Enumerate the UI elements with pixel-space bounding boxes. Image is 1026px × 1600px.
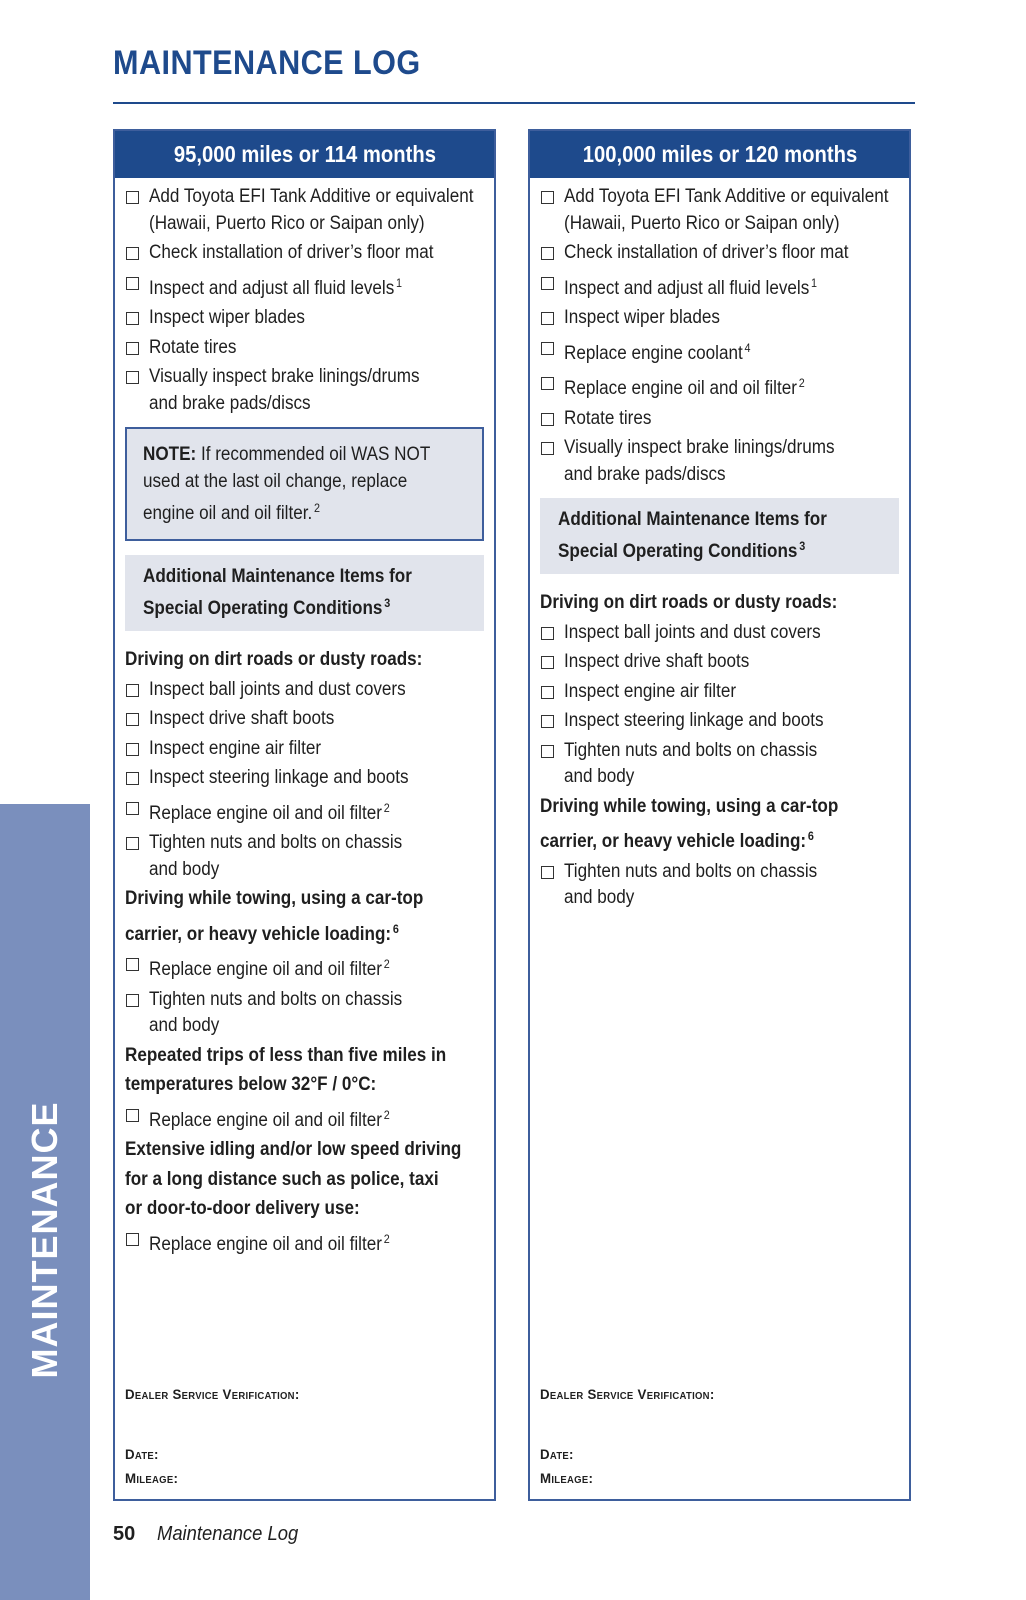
item-line bbox=[149, 364, 450, 391]
mileage-label: Mileage: bbox=[540, 1470, 594, 1486]
item-label: and body bbox=[149, 1015, 220, 1036]
condition-heading-text: carrier, or heavy vehicle loading: bbox=[540, 831, 807, 852]
item-line bbox=[149, 1013, 430, 1040]
item-line bbox=[149, 391, 450, 418]
item-label: Check installation of driver’s floor mat bbox=[564, 242, 849, 263]
item-label: Tighten nuts and bolts on chassis bbox=[564, 739, 818, 761]
item-label: Tighten nuts and bolts on chassis bbox=[564, 860, 818, 882]
item-text bbox=[564, 859, 845, 912]
item-text bbox=[564, 738, 845, 791]
checklist-item[interactable] bbox=[125, 987, 484, 1040]
checklist bbox=[540, 184, 899, 488]
checkbox[interactable] bbox=[541, 627, 554, 640]
checkbox[interactable] bbox=[126, 713, 139, 726]
footnote-ref: 2 bbox=[383, 1107, 390, 1122]
checkbox[interactable] bbox=[541, 312, 554, 325]
column-heading: 95,000 miles or 114 months bbox=[115, 131, 494, 178]
item-label: and body bbox=[564, 887, 635, 908]
checklist-item[interactable] bbox=[125, 1102, 484, 1135]
footnote-ref: 2 bbox=[383, 957, 390, 971]
item-label: Add Toyota EFI Tank Additive or equivalent bbox=[149, 186, 474, 207]
item-line bbox=[149, 987, 430, 1014]
footnote-ref: 2 bbox=[798, 376, 805, 390]
item-label: Inspect and adjust all fluid levels $^1$ bbox=[564, 275, 818, 299]
item-label: Inspect drive shaft boots bbox=[564, 651, 750, 672]
checklist-item[interactable] bbox=[540, 738, 899, 791]
condition-heading-text: carrier, or heavy vehicle loading: bbox=[125, 923, 392, 945]
item-text bbox=[149, 951, 416, 984]
checkbox[interactable] bbox=[541, 413, 554, 426]
footnote-ref: 2 bbox=[383, 800, 390, 815]
item-label: and brake pads/discs bbox=[149, 392, 311, 414]
item-line bbox=[149, 1226, 416, 1259]
additional-items-title-line-1: Additional Maintenance Items for bbox=[143, 566, 412, 587]
special-conditions bbox=[540, 590, 899, 912]
item-text bbox=[149, 677, 434, 704]
checkbox[interactable] bbox=[126, 277, 139, 290]
column-heading: 100,000 miles or 120 months bbox=[530, 131, 909, 178]
item-line bbox=[564, 708, 852, 735]
checklist-item[interactable] bbox=[125, 951, 484, 984]
condition-heading bbox=[540, 823, 863, 856]
item-label: Tighten nuts and bolts on chassis bbox=[149, 832, 403, 853]
item-text bbox=[149, 335, 246, 362]
item-line bbox=[149, 335, 246, 362]
item-label: Tighten nuts and bolts on chassis bbox=[149, 988, 403, 1010]
schedule-column-100000 bbox=[528, 129, 911, 1501]
item-label: Replace engine coolant $^4$ bbox=[564, 340, 751, 364]
item-text bbox=[149, 305, 322, 332]
item-label: Rotate tires bbox=[564, 407, 652, 429]
checklist-item[interactable] bbox=[125, 677, 484, 704]
date-label: Date: bbox=[125, 1446, 159, 1462]
item-line bbox=[149, 857, 430, 884]
checklist bbox=[125, 184, 484, 417]
side-tab-label: MAINTENANCE bbox=[24, 1101, 65, 1379]
checkbox[interactable] bbox=[126, 1109, 139, 1122]
item-line bbox=[564, 462, 865, 489]
checklist-item[interactable] bbox=[540, 406, 899, 433]
condition-heading bbox=[125, 647, 448, 674]
item-label: and body bbox=[149, 858, 220, 880]
checklist-item[interactable] bbox=[125, 184, 484, 237]
checkbox[interactable] bbox=[126, 191, 139, 204]
item-label: Replace engine oil and oil filter $^2$ bbox=[149, 957, 390, 980]
condition-heading bbox=[125, 916, 448, 949]
checklist-item[interactable] bbox=[125, 270, 484, 303]
column-body bbox=[115, 178, 494, 1258]
item-text bbox=[564, 305, 737, 332]
item-line bbox=[564, 620, 849, 647]
item-line bbox=[564, 859, 845, 886]
condition-heading bbox=[540, 590, 863, 617]
checkbox[interactable] bbox=[541, 715, 554, 728]
item-label: (Hawaii, Puerto Rico or Saipan only) bbox=[149, 212, 425, 234]
additional-items-box bbox=[540, 498, 899, 574]
item-label: Check installation of driver’s floor mat bbox=[149, 242, 434, 263]
note-text-line-2: used at the last oil change, replace bbox=[143, 471, 408, 492]
condition-heading-text: temperatures below 32°F / 0°C: bbox=[125, 1074, 377, 1095]
item-line bbox=[564, 435, 865, 462]
footnote-ref: 1 bbox=[396, 275, 403, 290]
item-line bbox=[564, 885, 845, 912]
checkbox[interactable] bbox=[126, 342, 139, 355]
item-text bbox=[149, 364, 450, 417]
item-line bbox=[564, 335, 771, 368]
item-line bbox=[564, 406, 661, 433]
item-label: Rotate tires bbox=[149, 336, 237, 358]
item-text bbox=[564, 435, 865, 488]
item-text bbox=[564, 406, 661, 433]
condition-heading bbox=[125, 1072, 448, 1099]
checkbox[interactable] bbox=[126, 684, 139, 697]
condition-heading bbox=[125, 886, 448, 913]
dealer-verification-label: Dealer Service Verification: bbox=[540, 1386, 715, 1402]
checklist-item[interactable] bbox=[125, 305, 484, 332]
item-line bbox=[564, 184, 925, 211]
item-line bbox=[149, 765, 437, 792]
checkbox[interactable] bbox=[126, 743, 139, 756]
checklist-item[interactable] bbox=[125, 335, 484, 362]
item-text bbox=[149, 184, 510, 237]
checkbox[interactable] bbox=[541, 686, 554, 699]
additional-items-box bbox=[125, 555, 484, 631]
item-label: Visually inspect brake linings/drums bbox=[149, 366, 420, 387]
item-line bbox=[149, 677, 434, 704]
checkbox[interactable] bbox=[541, 277, 554, 290]
item-line bbox=[149, 795, 416, 828]
checkbox[interactable] bbox=[541, 342, 554, 355]
item-label: Replace engine oil and oil filter $^2$ bbox=[149, 1107, 390, 1131]
special-conditions bbox=[125, 647, 484, 1258]
checkbox[interactable] bbox=[126, 312, 139, 325]
condition-heading bbox=[540, 794, 863, 821]
checklist-item[interactable] bbox=[540, 370, 899, 403]
item-line bbox=[564, 305, 737, 332]
checklist-item[interactable] bbox=[540, 335, 899, 368]
item-text bbox=[149, 736, 340, 763]
condition-heading-text: for a long distance such as police, taxi bbox=[125, 1168, 439, 1190]
checkbox[interactable] bbox=[126, 772, 139, 785]
checkbox[interactable] bbox=[126, 247, 139, 260]
footnote-ref: 6 bbox=[807, 829, 814, 843]
condition-heading-text: Driving on dirt roads or dusty roads: bbox=[540, 592, 838, 613]
checkbox[interactable] bbox=[126, 1233, 139, 1246]
footer-title: Maintenance Log bbox=[157, 1523, 299, 1545]
item-line bbox=[149, 240, 465, 267]
item-label: Inspect steering linkage and boots bbox=[564, 710, 824, 731]
condition-heading-text: Driving while towing, using a car-top bbox=[540, 795, 839, 817]
item-label: Replace engine oil and oil filter $^2$ bbox=[149, 800, 390, 824]
footnote-ref: 6 bbox=[392, 921, 399, 936]
item-label: Inspect wiper blades bbox=[149, 307, 305, 328]
page-number: 50 bbox=[113, 1523, 136, 1545]
checkbox[interactable] bbox=[126, 994, 139, 1007]
note-text-line-1: If recommended oil WAS NOT bbox=[196, 444, 431, 465]
checkbox[interactable] bbox=[126, 958, 139, 971]
item-line bbox=[149, 736, 340, 763]
mileage-label: Mileage: bbox=[125, 1470, 179, 1486]
checklist-item[interactable] bbox=[125, 240, 484, 267]
checkbox[interactable] bbox=[541, 442, 554, 455]
condition-heading-text: Driving on dirt roads or dusty roads: bbox=[125, 649, 423, 670]
item-label: Add Toyota EFI Tank Additive or equivalent bbox=[564, 186, 889, 207]
checklist-item[interactable] bbox=[125, 706, 484, 733]
title-divider bbox=[113, 102, 915, 104]
checklist-item[interactable] bbox=[540, 708, 899, 735]
footnote-ref: 3 bbox=[799, 539, 806, 553]
note-box bbox=[125, 427, 484, 541]
item-text bbox=[149, 1226, 416, 1259]
condition-heading-text: Repeated trips of less than five miles in bbox=[125, 1044, 447, 1066]
item-label: Inspect and adjust all fluid levels $^1$ bbox=[149, 275, 403, 299]
checkbox[interactable] bbox=[541, 247, 554, 260]
schedule-column-95000 bbox=[113, 129, 496, 1501]
item-text bbox=[149, 765, 437, 792]
item-line bbox=[149, 211, 510, 238]
page-footer bbox=[113, 1523, 311, 1546]
checkbox[interactable] bbox=[541, 656, 554, 669]
item-text bbox=[564, 240, 880, 267]
checklist-item[interactable] bbox=[540, 679, 899, 706]
item-line bbox=[564, 270, 845, 303]
item-text bbox=[564, 679, 755, 706]
checklist-item[interactable] bbox=[540, 240, 899, 267]
item-line bbox=[149, 830, 430, 857]
item-line bbox=[149, 184, 510, 211]
checkbox[interactable] bbox=[126, 802, 139, 815]
item-line bbox=[564, 649, 770, 676]
item-label: Inspect engine air filter bbox=[564, 680, 737, 702]
checklist-item[interactable] bbox=[125, 364, 484, 417]
checklist-item[interactable] bbox=[540, 649, 899, 676]
page-title: MAINTENANCE LOG bbox=[113, 44, 421, 82]
dealer-verification-label: Dealer Service Verification: bbox=[125, 1386, 300, 1402]
additional-items-title-line-1: Additional Maintenance Items for bbox=[558, 509, 827, 530]
checklist-item[interactable] bbox=[540, 270, 899, 303]
item-line bbox=[149, 1102, 416, 1135]
footnote-ref: 4 bbox=[744, 340, 751, 355]
checkbox[interactable] bbox=[541, 191, 554, 204]
item-label: (Hawaii, Puerto Rico or Saipan only) bbox=[564, 212, 840, 234]
checkbox[interactable] bbox=[541, 745, 554, 758]
condition-heading-text: or door-to-door delivery use: bbox=[125, 1198, 360, 1219]
item-line bbox=[564, 240, 880, 267]
item-line bbox=[564, 370, 831, 403]
additional-items-title-line-2: Special Operating Conditions bbox=[558, 541, 798, 562]
additional-items-title-line-2: Special Operating Conditions bbox=[143, 598, 383, 619]
checkbox[interactable] bbox=[126, 837, 139, 850]
item-label: Inspect ball joints and dust covers bbox=[564, 621, 821, 643]
date-label: Date: bbox=[540, 1446, 574, 1462]
checklist-item[interactable] bbox=[540, 620, 899, 647]
condition-heading-text: Driving while towing, using a car-top bbox=[125, 888, 424, 909]
item-label: and brake pads/discs bbox=[564, 463, 726, 485]
condition-heading bbox=[125, 1043, 448, 1070]
footnote-ref: 3 bbox=[384, 596, 391, 610]
item-line bbox=[149, 706, 355, 733]
note-text-line-3: engine oil and oil filter. bbox=[143, 503, 313, 524]
column-body bbox=[530, 178, 909, 912]
item-text bbox=[564, 620, 849, 647]
item-label: and body bbox=[564, 766, 635, 787]
item-line bbox=[564, 211, 925, 238]
item-label: Inspect steering linkage and boots bbox=[149, 767, 409, 788]
footnote-ref: 1 bbox=[811, 275, 818, 290]
item-label: Replace engine oil and oil filter $^2$ bbox=[564, 376, 805, 399]
condition-heading bbox=[125, 1196, 448, 1223]
checklist-item[interactable] bbox=[125, 736, 484, 763]
item-label: Inspect engine air filter bbox=[149, 737, 322, 759]
footnote-ref: 2 bbox=[314, 501, 321, 515]
item-label: Inspect ball joints and dust covers bbox=[149, 678, 406, 700]
checklist-item[interactable] bbox=[540, 435, 899, 488]
item-text bbox=[149, 795, 416, 828]
item-text bbox=[149, 240, 465, 267]
item-text bbox=[149, 706, 355, 733]
item-text bbox=[149, 270, 430, 303]
item-line bbox=[149, 305, 322, 332]
checklist-item[interactable] bbox=[125, 795, 484, 828]
item-label: Replace engine oil and oil filter $^2$ bbox=[149, 1231, 390, 1255]
note-label: NOTE: bbox=[143, 444, 197, 465]
checkbox[interactable] bbox=[541, 377, 554, 390]
item-label: Inspect drive shaft boots bbox=[149, 708, 335, 729]
checkbox[interactable] bbox=[541, 866, 554, 879]
item-line bbox=[564, 764, 845, 791]
footnote-ref: 2 bbox=[383, 1231, 390, 1246]
item-text bbox=[564, 708, 852, 735]
item-text bbox=[564, 270, 845, 303]
checklist-item[interactable] bbox=[125, 765, 484, 792]
checklist-item[interactable] bbox=[540, 184, 899, 237]
item-line bbox=[564, 679, 755, 706]
item-text bbox=[149, 1102, 416, 1135]
checklist-item[interactable] bbox=[125, 1226, 484, 1259]
item-text bbox=[564, 649, 770, 676]
checkbox[interactable] bbox=[126, 371, 139, 384]
checklist-item[interactable] bbox=[125, 830, 484, 883]
checklist-item[interactable] bbox=[540, 305, 899, 332]
item-line bbox=[149, 951, 416, 984]
item-text bbox=[564, 335, 771, 368]
item-text bbox=[564, 184, 925, 237]
item-text bbox=[149, 987, 430, 1040]
item-label: Inspect wiper blades bbox=[564, 307, 720, 328]
item-text bbox=[564, 370, 831, 403]
item-line bbox=[564, 738, 845, 765]
condition-heading bbox=[125, 1137, 462, 1164]
condition-heading-text: Extensive idling and/or low speed driving bbox=[125, 1139, 462, 1160]
checklist-item[interactable] bbox=[540, 859, 899, 912]
item-label: Visually inspect brake linings/drums bbox=[564, 437, 835, 458]
condition-heading bbox=[125, 1167, 448, 1194]
item-line bbox=[149, 270, 430, 303]
item-text bbox=[149, 830, 430, 883]
